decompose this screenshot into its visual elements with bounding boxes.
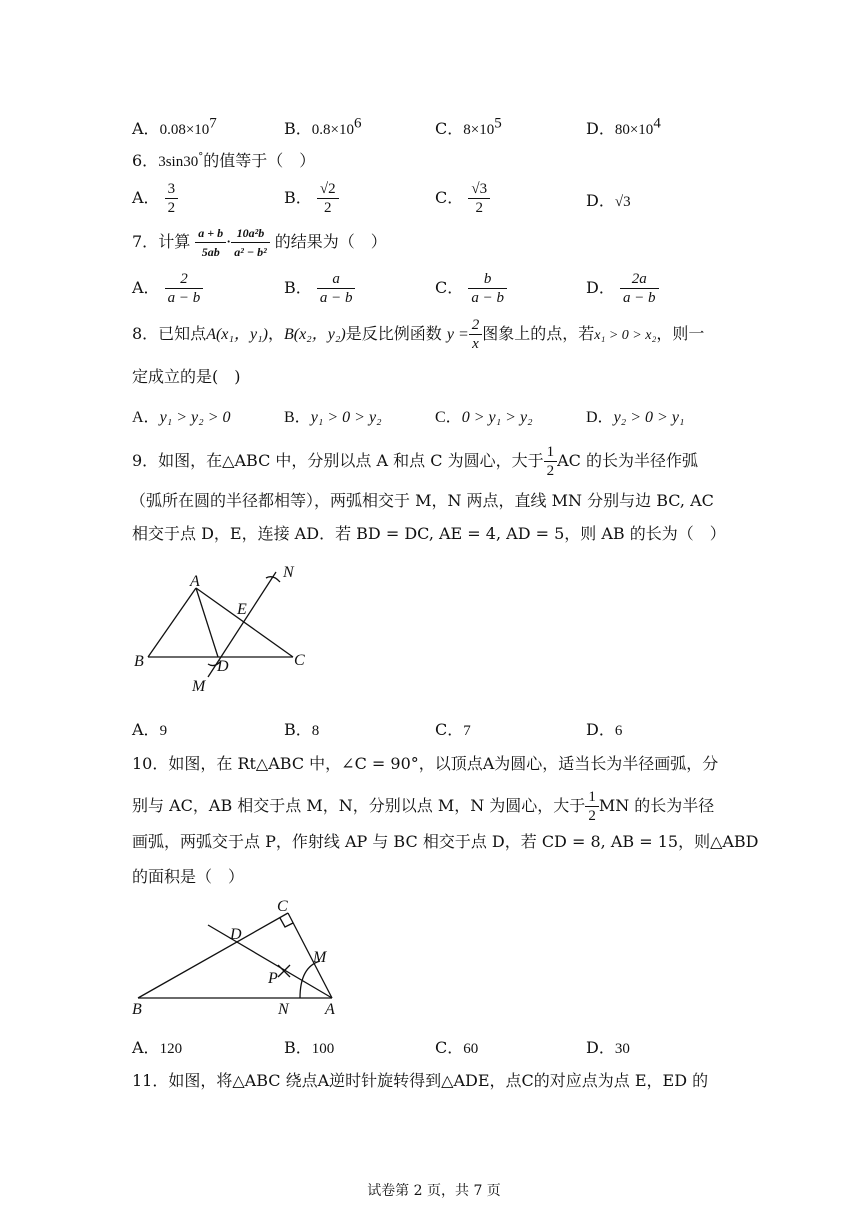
arc-mark-N: [266, 577, 280, 582]
q9-option-d: D．6: [586, 720, 623, 739]
label-C: C: [294, 652, 305, 669]
q5-option-b: B．$0.8\times 10^6$: [284, 115, 362, 138]
q9-stem-line2: （弧所在圆的半径都相等），两弧相交于 M，N 两点，直线 MN 分别与边 BC, AC: [130, 491, 714, 510]
segment-BC: [138, 913, 288, 998]
label-D: D: [217, 658, 229, 675]
q6-option-d: D．√3: [586, 191, 631, 210]
page-footer: 试卷第 2 页，共 7 页: [367, 1183, 501, 1199]
q8-stem-line2: 定成立的是( ): [132, 367, 241, 386]
segment-AD: [196, 588, 218, 657]
q9-option-a: A．9: [132, 720, 168, 739]
q8-stem-line1: 8．已知点A(x₁，y₁)，B(x₂，y₂)是反比例函数 y = $\frac{2}{x}$ 图象上的点，若x₁ > 0 > x₂，则一: [132, 317, 705, 352]
q10-figure: [128, 895, 358, 1020]
segment-AC: [196, 588, 293, 657]
q8-option-b: B．y₁ > 0 > y₂: [284, 409, 382, 426]
q5-option-c: C．$8\times 10^5$: [435, 115, 502, 138]
q8-option-a: A．y₁ > y₂ > 0: [132, 409, 231, 426]
q9-figure: [128, 560, 328, 700]
q10-stem-line4: 的面积是（ ）: [132, 867, 245, 886]
q7-option-d: D． $\frac{2a}{a - b}$: [586, 270, 659, 307]
q8-option-c: C．0 > y₁ > y₂: [435, 409, 533, 426]
q10-option-b: B．100: [284, 1038, 335, 1057]
label-E: E: [237, 601, 247, 618]
q9-option-b: B．8: [284, 720, 320, 739]
label-M: M: [313, 949, 327, 966]
label-N: N: [278, 1001, 289, 1018]
q6-option-b: B． $\frac{√2}{2}$: [284, 180, 339, 217]
q10-stem-line3: 画弧，两弧交于点 P，作射线 AP 与 BC 相交于点 D，若 CD = 8, AB = 15，则△ABD: [132, 832, 759, 851]
q7-option-b: B． $\frac{a}{a - b}$: [284, 270, 355, 307]
label-N: N: [283, 564, 294, 581]
q10-option-a: A．120: [132, 1038, 183, 1057]
label-M: M: [192, 678, 206, 695]
q7-option-c: C． $\frac{b}{a - b}$: [435, 270, 507, 307]
q8-option-d: D．y₂ > 0 > y₁: [586, 409, 685, 426]
arc-MN: [300, 961, 320, 998]
q6-option-c: C． $\frac{√3}{2}$: [435, 180, 490, 217]
q10-option-d: D．30: [586, 1038, 630, 1057]
segment-AB: [148, 588, 196, 657]
label-B: B: [132, 1001, 142, 1018]
label-P: P: [268, 970, 278, 987]
q7-option-a: A． $\frac{2}{a - b}$: [132, 270, 203, 307]
q9-stem-line1: 9．如图，在△ABC 中，分别以点 A 和点 C 为圆心，大于 $\frac{1}{2}$ AC 的长为半径作弧: [132, 444, 698, 479]
q9-stem-line3: 相交于点 D，E，连接 AD．若 BD = DC, AE = 4, AD = 5，则 AB 的长为（ ）: [132, 524, 726, 543]
label-B: B: [134, 653, 144, 670]
q9-option-c: C．7: [435, 720, 471, 739]
q6-option-a: A． $\frac{3}{2}$: [132, 180, 178, 217]
q10-stem-line2: 别与 AC，AB 相交于点 M，N，分别以点 M，N 为圆心，大于 $\frac{1}{2}$ MN 的长为半径: [132, 789, 715, 824]
label-A: A: [325, 1001, 335, 1018]
label-D: D: [230, 926, 242, 943]
q10-option-c: C．60: [435, 1038, 479, 1057]
q7-stem: 7．计算 $\frac{a + b}{5ab}$ · $\frac{\text{10a²b}}{\text{a² − b²}}$ 的结果为（ ）: [132, 226, 387, 259]
label-A: A: [190, 573, 200, 590]
label-C: C: [277, 898, 288, 915]
q6-stem: 6．3sin30°的值等于（ ）: [132, 151, 316, 170]
q5-option-a: A．$0.08\times 10^7$: [132, 115, 217, 138]
q11-stem-line1: 11．如图，将△ABC 绕点A逆时针旋转得到△ADE，点C的对应点为点 E，ED 的: [132, 1071, 709, 1090]
q5-option-d: D．$80\times 10^4$: [586, 115, 661, 138]
q10-stem-line1: 10．如图，在 Rt△ABC 中，∠C = 90°，以顶点A为圆心，适当长为半径画弧，分: [132, 754, 719, 773]
